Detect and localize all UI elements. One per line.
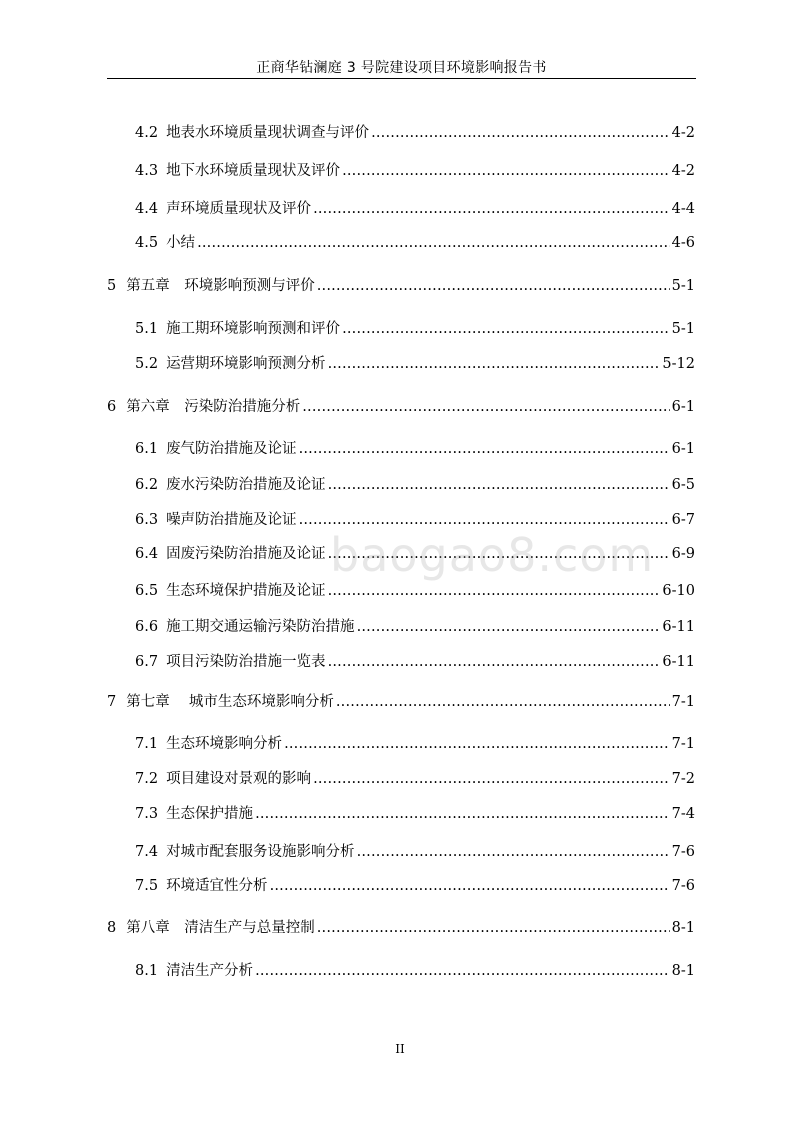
toc-section-entry[interactable] (135, 651, 695, 673)
toc-section-entry[interactable] (135, 580, 695, 602)
toc-section-entry[interactable] (135, 803, 695, 825)
toc-section-entry[interactable] (135, 841, 695, 863)
toc-entry-page: 6-11 (662, 654, 695, 670)
toc-entry-title: 废气防治措施及论证 (166, 441, 297, 457)
toc-leader-dots (299, 438, 670, 460)
toc-entry-title: 第六章 污染防治措施分析 (126, 399, 301, 415)
toc-entry-number: 5.2 (135, 356, 159, 372)
toc-entry-title: 生态保护措施 (166, 806, 254, 822)
toc-entry-number: 7 (107, 694, 117, 710)
toc-section-entry[interactable] (135, 318, 695, 340)
toc-entry-number: 7.3 (135, 806, 159, 822)
toc-entry-title: 地表水环境质量现状调查与评价 (166, 125, 370, 141)
toc-entry-page: 6-9 (671, 546, 695, 562)
toc-entry-page: 4-2 (671, 125, 695, 141)
toc-entry-number: 8 (107, 920, 117, 936)
toc-entry-title: 地下水环境质量现状及评价 (166, 163, 341, 179)
toc-entry-title: 固废污染防治措施及论证 (166, 546, 326, 562)
toc-leader-dots (371, 122, 670, 144)
toc-entry-number: 6.4 (135, 546, 159, 562)
toc-entry-title: 生态环境保护措施及论证 (166, 583, 326, 599)
toc-entry-page: 6-7 (671, 512, 695, 528)
toc-leader-dots (357, 841, 670, 863)
toc-leader-dots (328, 580, 661, 602)
toc-entry-page: 6-1 (671, 399, 695, 415)
toc-entry-title: 声环境质量现状及评价 (166, 201, 312, 217)
toc-chapter-entry[interactable] (107, 917, 695, 939)
toc-entry-title: 第八章 清洁生产与总量控制 (126, 920, 315, 936)
toc-entry-number: 4.3 (135, 163, 159, 179)
toc-entry-page: 6-11 (662, 619, 695, 635)
watermark: baogao8.com (330, 528, 655, 582)
toc-entry-title: 废水污染防治措施及论证 (166, 477, 326, 493)
toc-chapter-entry[interactable] (107, 275, 695, 297)
toc-leader-dots (299, 509, 670, 531)
toc-section-entry[interactable] (135, 198, 695, 220)
toc-section-entry[interactable] (135, 875, 695, 897)
toc-leader-dots (342, 160, 670, 182)
toc-entry-number: 6.3 (135, 512, 159, 528)
toc-section-entry[interactable] (135, 160, 695, 182)
toc-entry-page: 8-1 (671, 920, 695, 936)
toc-leader-dots (302, 396, 669, 418)
toc-entry-page: 4-6 (671, 235, 695, 251)
toc-entry-number: 7.1 (135, 736, 159, 752)
toc-entry-title: 生态环境影响分析 (166, 736, 283, 752)
toc-entry-title: 项目建设对景观的影响 (166, 771, 312, 787)
toc-entry-number: 7.4 (135, 844, 159, 860)
toc-leader-dots (317, 275, 670, 297)
toc-entry-number: 6.1 (135, 441, 159, 457)
toc-leader-dots (313, 768, 670, 790)
toc-section-entry[interactable] (135, 353, 695, 375)
toc-leader-dots (255, 803, 670, 825)
toc-section-entry[interactable] (135, 232, 695, 254)
toc-leader-dots (270, 875, 670, 897)
toc-entry-number: 6 (107, 399, 117, 415)
toc-leader-dots (328, 651, 661, 673)
toc-entry-page: 7-1 (671, 736, 695, 752)
toc-section-entry[interactable] (135, 543, 695, 565)
toc-leader-dots (357, 616, 661, 638)
page-number: II (395, 1042, 405, 1056)
toc-entry-number: 6.2 (135, 477, 159, 493)
toc-section-entry[interactable] (135, 768, 695, 790)
toc-entry-title: 对城市配套服务设施影响分析 (166, 844, 355, 860)
toc-entry-number: 6.7 (135, 654, 159, 670)
toc-entry-number: 7.2 (135, 771, 159, 787)
toc-leader-dots (317, 917, 670, 939)
toc-entry-number: 5.1 (135, 321, 159, 337)
toc-entry-title: 清洁生产分析 (166, 963, 254, 979)
toc-entry-page: 7-4 (671, 806, 695, 822)
toc-entry-page: 7-1 (671, 694, 695, 710)
toc-leader-dots (328, 474, 670, 496)
toc-section-entry[interactable] (135, 474, 695, 496)
toc-section-entry[interactable] (135, 616, 695, 638)
toc-entry-number: 6.5 (135, 583, 159, 599)
toc-entry-page: 5-1 (671, 321, 695, 337)
toc-entry-title: 施工期环境影响预测和评价 (166, 321, 341, 337)
toc-entry-number: 4.4 (135, 201, 159, 217)
toc-entry-page: 6-10 (662, 583, 695, 599)
toc-entry-title: 第七章 城市生态环境影响分析 (126, 694, 334, 710)
toc-section-entry[interactable] (135, 509, 695, 531)
toc-leader-dots (342, 318, 670, 340)
running-header: 正商华钻澜庭 3 号院建设项目环境影响报告书 (256, 60, 547, 76)
toc-entry-page: 4-2 (671, 163, 695, 179)
toc-entry-page: 6-5 (671, 477, 695, 493)
toc-entry-title: 噪声防治措施及论证 (166, 512, 297, 528)
toc-entry-title: 第五章 环境影响预测与评价 (126, 278, 315, 294)
toc-entry-title: 运营期环境影响预测分析 (166, 356, 326, 372)
toc-leader-dots (328, 543, 670, 565)
toc-leader-dots (255, 960, 670, 982)
toc-entry-page: 6-1 (671, 441, 695, 457)
toc-leader-dots (336, 691, 670, 713)
toc-entry-title: 环境适宜性分析 (166, 878, 268, 894)
toc-entry-page: 7-6 (671, 844, 695, 860)
toc-chapter-entry[interactable] (107, 691, 695, 713)
toc-section-entry[interactable] (135, 960, 695, 982)
toc-section-entry[interactable] (135, 733, 695, 755)
toc-entry-number: 7.5 (135, 878, 159, 894)
toc-entry-page: 4-4 (671, 201, 695, 217)
toc-entry-number: 4.2 (135, 125, 159, 141)
toc-entry-page: 7-6 (671, 878, 695, 894)
toc-leader-dots (328, 353, 661, 375)
toc-section-entry[interactable] (135, 122, 695, 144)
toc-entry-title: 项目污染防治措施一览表 (166, 654, 326, 670)
toc-entry-number: 8.1 (135, 963, 159, 979)
toc-entry-number: 4.5 (135, 235, 159, 251)
toc-entry-page: 5-1 (671, 278, 695, 294)
toc-entry-page: 8-1 (671, 963, 695, 979)
toc-entry-title: 施工期交通运输污染防治措施 (166, 619, 355, 635)
toc-chapter-entry[interactable] (107, 396, 695, 418)
toc-entry-number: 6.6 (135, 619, 159, 635)
toc-entry-title: 小结 (166, 235, 196, 251)
toc-leader-dots (284, 733, 670, 755)
toc-entry-number: 5 (107, 278, 117, 294)
toc-leader-dots (313, 198, 670, 220)
toc-section-entry[interactable] (135, 438, 695, 460)
toc-entry-page: 5-12 (662, 356, 695, 372)
toc-entry-page: 7-2 (671, 771, 695, 787)
toc-leader-dots (197, 232, 670, 254)
